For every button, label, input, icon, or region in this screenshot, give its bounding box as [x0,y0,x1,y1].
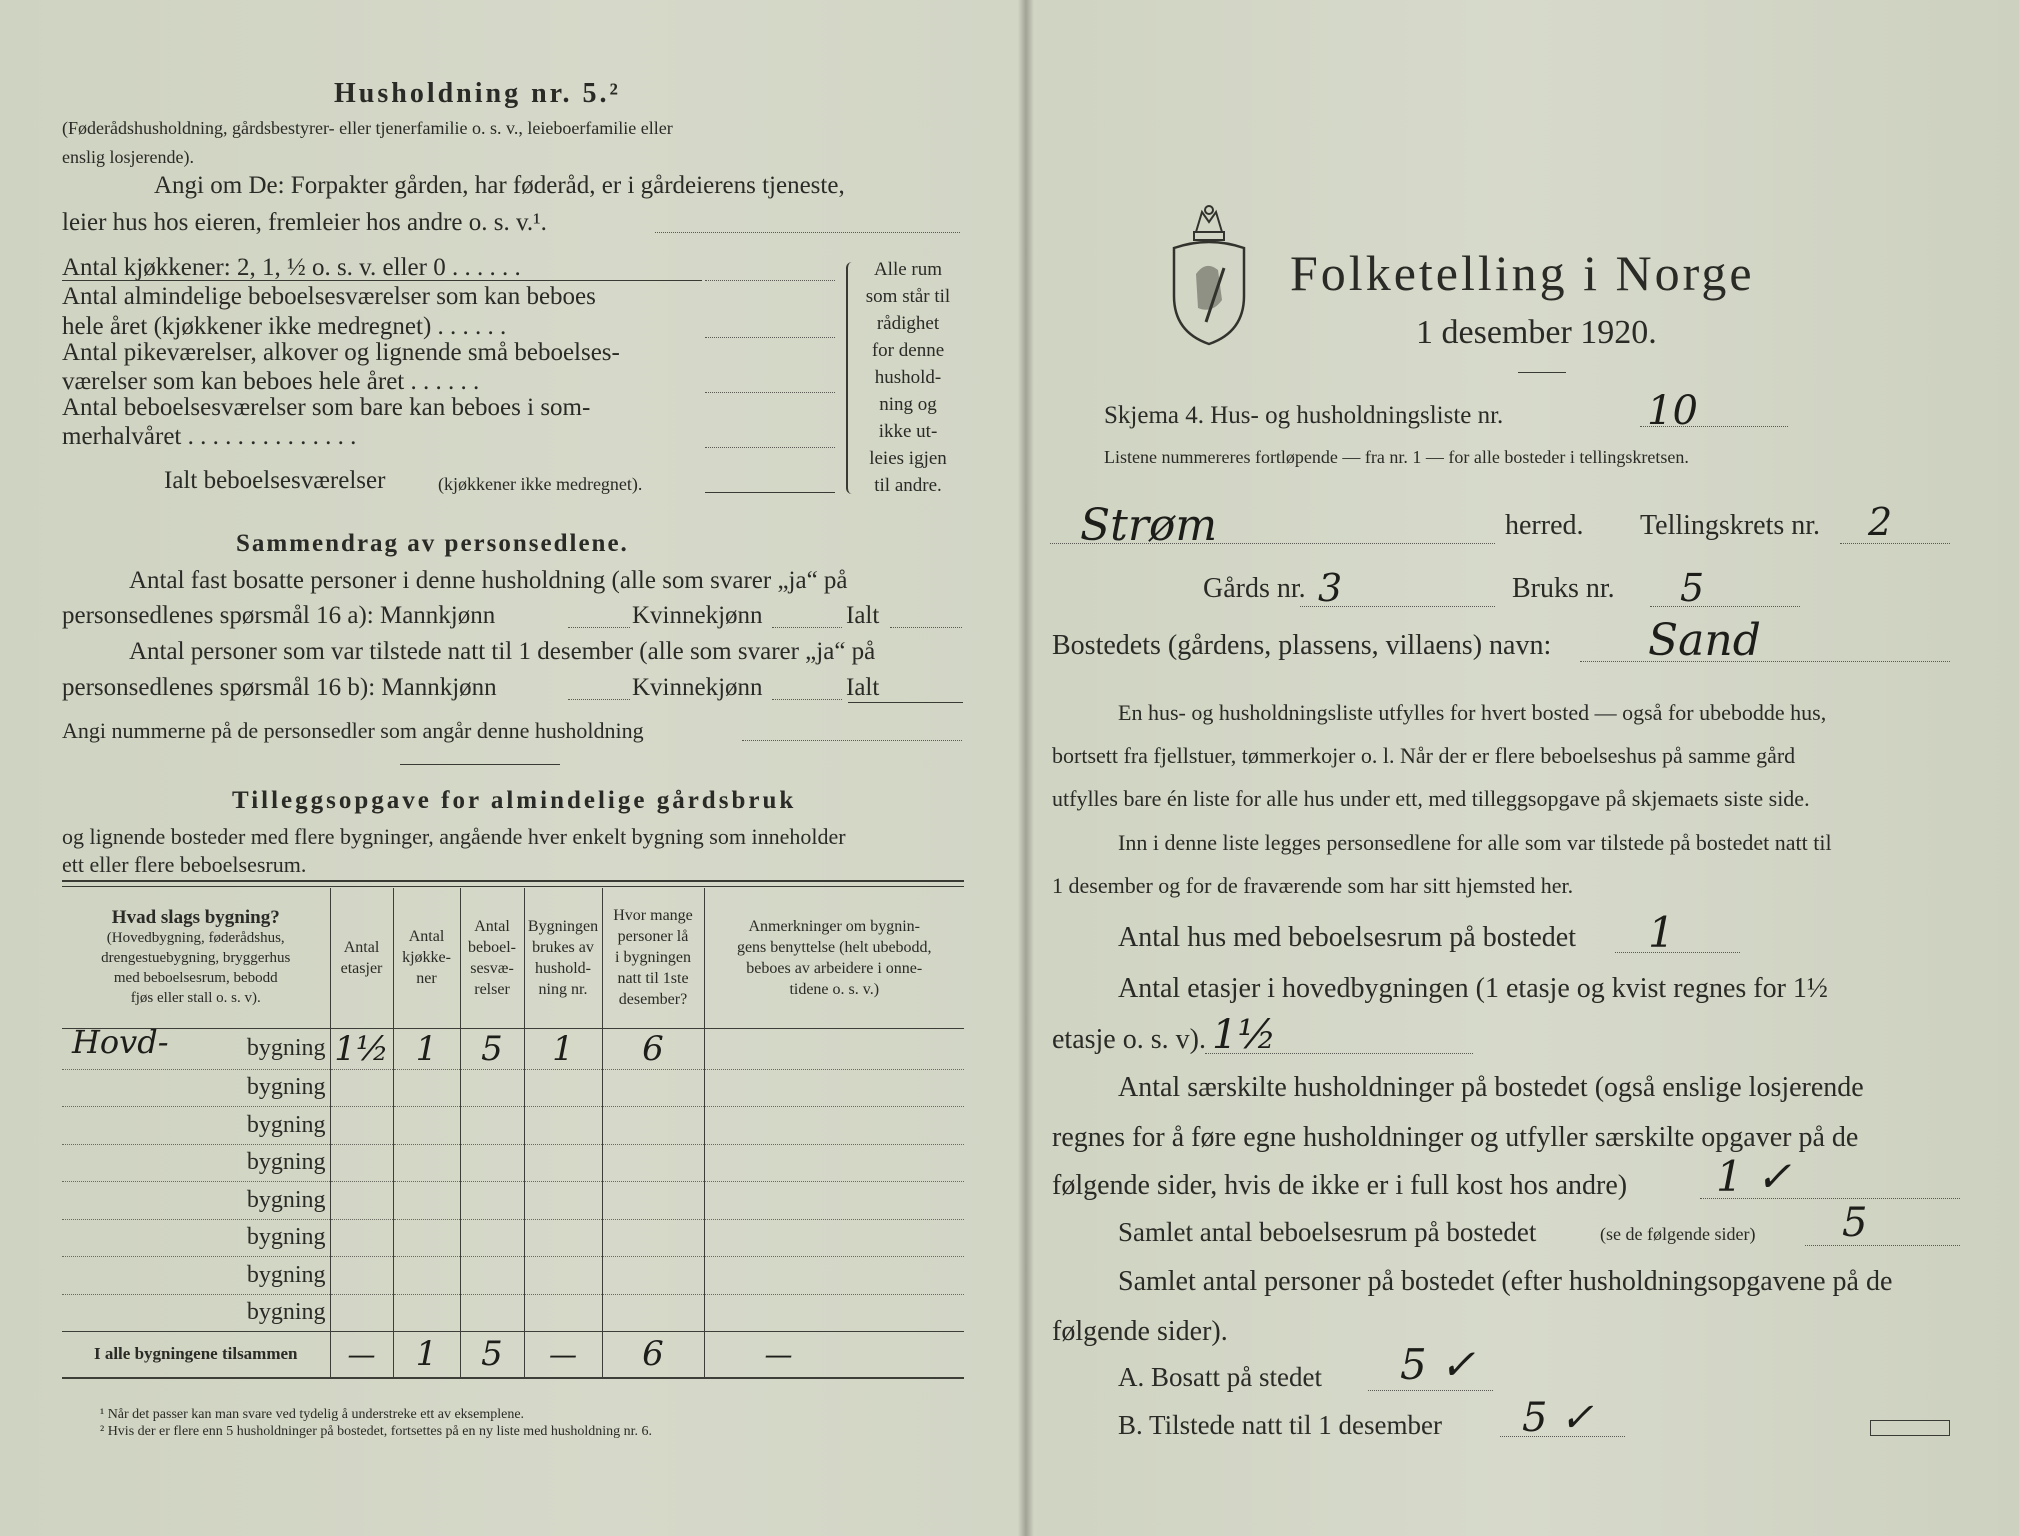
cell-etasjer [330,1107,393,1145]
cell-kjokken [393,1257,460,1295]
bosted-label: Bostedets (gårdens, plassens, villaens) navn: [1052,630,1552,661]
rooms-summer-2: merhalvåret . . . . . . . . . . . . . . [62,423,357,450]
table-total-row [62,1332,964,1378]
header-vaerelser: Antal beboel- sesvæ- relser [460,888,524,1028]
angi-line-2: leier hus hos eieren, fremleier hos andre o. s. v.¹. [62,209,547,236]
summary-1-kvinnekjonn: Kvinnekjønn [632,602,763,629]
q-rum-label: Samlet antal beboelsesrum på bostedet [1118,1217,1537,1247]
cell-vaerelser [460,1107,524,1145]
table-row: bygning [62,1219,964,1257]
instruction-3: utfylles bare én liste for alle hus under ett, med tilleggsopgave på skjemaets siste side. [1052,786,1810,811]
q-rum-value: 5 [1842,1200,1868,1246]
cell-etasjer [330,1182,393,1220]
rooms-ordinary-2: hele året (kjøkkener ikke medregnet) . . . . . . [62,313,507,340]
cell-husholdning [524,1107,602,1145]
q-hush-3: følgende sider, hvis de ikke er i full kost hos andre) [1052,1170,1628,1201]
cell-etasjer [330,1069,393,1107]
header-husholdning: Bygningen brukes av hushold- ning nr. [524,888,602,1028]
cell-personer [602,1107,704,1145]
q-hus-value: 1 [1648,908,1675,957]
cell-personer [602,1219,704,1257]
household-title: Husholdning nr. 5.² [334,78,621,109]
summary-1b: personsedlenes spørsmål 16 a): Mannkjønn [62,602,496,629]
printer-stamp [1870,1420,1950,1436]
listene-note: Listene nummereres fortløpende — fra nr. 1 — for alle bosteder i tellingskretsen. [1104,447,1689,467]
cell-personer [602,1257,704,1295]
cell-personer: 6 [602,1028,704,1069]
rooms-kitchens: Antal kjøkkener: 2, 1, ½ o. s. v. eller 0 . . . . . . [62,254,521,281]
total-vaerelser: 5 [460,1332,524,1378]
q-pers-2: følgende sider). [1052,1316,1228,1347]
tellingskrets-label: Tellingskrets nr. [1640,510,1821,541]
q-hush-value: 1 ✓ [1716,1152,1792,1201]
angi-line-1: Angi om De: Forpakter gården, har føderåd, er i gårdeierens tjeneste, [154,172,845,199]
table-row: Hovd- bygning 1½ 1 5 1 6 [62,1028,964,1069]
cell-husholdning [524,1219,602,1257]
total-anm: — [764,1337,793,1371]
header-etasjer: Antal etasjer [330,888,393,1028]
cell-personer [602,1144,704,1182]
instruction-4: Inn i denne liste legges personsedlene for alle som var tilstede på bostedet natt til [1118,830,1832,855]
norwegian-coat-of-arms-icon [1166,204,1252,348]
cell-personer [602,1069,704,1107]
skjema-number: 10 [1647,388,1698,434]
cell-kjokken: 1 [393,1028,460,1069]
cell-vaerelser: 5 [460,1028,524,1069]
q-b-label: B. Tilstede natt til 1 desember [1118,1410,1442,1440]
rooms-summer-1: Antal beboelsesværelser som bare kan beboes i som- [62,394,591,421]
cell-husholdning [524,1294,602,1332]
rooms-total-note: (kjøkkener ikke medregnet). [438,474,643,494]
cell-husholdning [524,1069,602,1107]
rooms-maid-1: Antal pikeværelser, alkover og lignende små beboelses- [62,339,620,366]
form-date: 1 desember 1920. [1416,314,1657,351]
bruks-label: Bruks nr. [1512,573,1615,604]
instruction-2: bortsett fra fjellstuer, tømmerkojer o. l. Når der er flere beboelseshus på samme gård [1052,743,1796,768]
cell-husholdning: 1 [524,1028,602,1069]
summary-title: Sammendrag av personsedlene. [236,530,629,557]
cell-vaerelser [460,1069,524,1107]
supplement-title: Tilleggsopgave for almindelige gårdsbruk [232,787,797,814]
brace-note: Alle rum som står til rådighet for denne hushold- ning og ikke ut- leies igjen til andre. [865,259,951,496]
cell-personer [602,1294,704,1332]
cell-husholdning [524,1257,602,1295]
q-etasjer-1: Antal etasjer i hovedbygningen (1 etasje og kvist regnes for 1½ [1118,973,1828,1004]
cell-kjokken [393,1107,460,1145]
q-a-label: A. Bosatt på stedet [1118,1362,1322,1392]
total-etasjer: — [330,1332,393,1378]
cell-kjokken [393,1182,460,1220]
q-hus-label: Antal hus med beboelsesrum på bostedet [1118,922,1577,953]
cell-husholdning [524,1144,602,1182]
q-hush-1: Antal særskilte husholdninger på bostedet (også enslige losjerende [1118,1072,1864,1103]
summary-1a: Antal fast bosatte personer i denne husholdning (alle som svarer „ja“ på [129,567,848,594]
q-rum-note: (se de følgende sider) [1600,1224,1756,1244]
summary-2-kvinnekjonn: Kvinnekjønn [632,674,763,701]
tellingskrets-value: 2 [1868,500,1893,544]
cell-vaerelser [460,1182,524,1220]
bruks-value: 5 [1680,566,1705,610]
header-kjokken: Antal kjøkke- ner [393,888,460,1028]
table-row: bygning [62,1257,964,1295]
header-personer: Hvor mange personer lå i bygningen natt til 1ste desember? [602,888,704,1028]
cell-kjokken [393,1069,460,1107]
table-row: bygning [62,1069,964,1107]
supplement-sub-2: ett eller flere beboelsesrum. [62,852,307,877]
page-fold [1018,0,1034,1536]
cell-personer [602,1182,704,1220]
cell-husholdning [524,1182,602,1220]
supplement-sub-1: og lignende bosteder med flere bygninger, angående hver enkelt bygning som inneholder [62,824,846,849]
herred-value: Strøm [1080,500,1218,551]
gards-label: Gårds nr. [1203,573,1306,604]
cell-kjokken [393,1219,460,1257]
cell-etasjer [330,1257,393,1295]
household-note-1: (Føderådshusholdning, gårdsbestyrer- eller tjenerfamilie o. s. v., leieboerfamilie eller [62,118,673,138]
cell-vaerelser [460,1144,524,1182]
summary-1-ialt: Ialt [846,602,880,629]
total-kjokken: 1 [393,1332,460,1378]
footnote-1: ¹ Når det passer kan man svare ved tydelig å understreke ett av eksemplene. [100,1407,525,1422]
total-personer: 6 [602,1332,704,1378]
cell-etasjer [330,1144,393,1182]
skjema-label: Skjema 4. Hus- og husholdningsliste nr. [1104,402,1504,429]
cell-vaerelser [460,1257,524,1295]
instruction-5: 1 desember og for de fraværende som har sitt hjemsted her. [1052,873,1574,898]
rooms-ordinary-1: Antal almindelige beboelsesværelser som kan beboes [62,283,596,310]
footnote-2: ² Hvis der er flere enn 5 husholdninger på bostedet, fortsettes på en ny liste med husholdning nr. 6. [100,1424,653,1439]
rooms-maid-2: værelser som kan beboes hele året . . . . . . [62,368,480,395]
bosted-value: Sand [1648,615,1761,666]
form-title: Folketelling i Norge [1290,245,1755,301]
buildings-table [62,888,964,1379]
cell-etasjer: 1½ [330,1028,393,1069]
cell-etasjer [330,1219,393,1257]
rooms-brace [846,262,858,494]
q-etasjer-value: 1½ [1212,1012,1277,1058]
q-etasjer-2: etasje o. s. v). [1052,1024,1206,1055]
table-row: bygning [62,1294,964,1332]
cell-vaerelser [460,1294,524,1332]
summary-2a: Antal personer som var tilstede natt til 1 desember (alle som svarer „ja“ på [129,638,876,665]
cell-etasjer [330,1294,393,1332]
table-row: bygning [62,1144,964,1182]
q-pers-1: Samlet antal personer på bostedet (efter husholdningsopgavene på de [1118,1266,1893,1297]
total-husholdning: — [524,1332,602,1378]
header-anmerkninger: Anmerkninger om bygnin- gens benyttelse (helt ubebodd, beboes av arbeidere i onne- tidene o. s. v.) [736,917,932,998]
rooms-total: Ialt beboelsesværelser [164,467,386,494]
q-b-value: 5 ✓ [1522,1395,1594,1441]
q-hush-2: regnes for å føre egne husholdninger og utfyller særskilte opgaver på de [1052,1122,1859,1153]
q-a-value: 5 ✓ [1400,1340,1476,1389]
table-row: bygning [62,1107,964,1145]
household-note-2: enslig losjerende). [62,147,194,167]
table-header-row [62,888,964,1028]
herred-label: herred. [1505,510,1584,541]
total-label: I alle bygningene tilsammen [62,1332,330,1378]
instruction-1: En hus- og husholdningsliste utfylles for hvert bosted — også for ubebodde hus, [1118,700,1827,725]
table-row: bygning [62,1182,964,1220]
cell-kjokken [393,1144,460,1182]
gards-value: 3 [1318,566,1343,610]
summary-2b: personsedlenes spørsmål 16 b): Mannkjønn [62,674,497,701]
header-building-type: Hvad slags bygning? (Hovedbygning, føderådshus, drengestuebygning, bryggerhus med beboelsesrum, bebodd fjøs eller stall o. s. v). [62,888,330,1028]
cell-vaerelser [460,1219,524,1257]
cell-kjokken [393,1294,460,1332]
summary-2-ialt: Ialt [846,674,880,701]
angi-nummerne: Angi nummerne på de personsedler som angår denne husholdning [62,718,644,743]
